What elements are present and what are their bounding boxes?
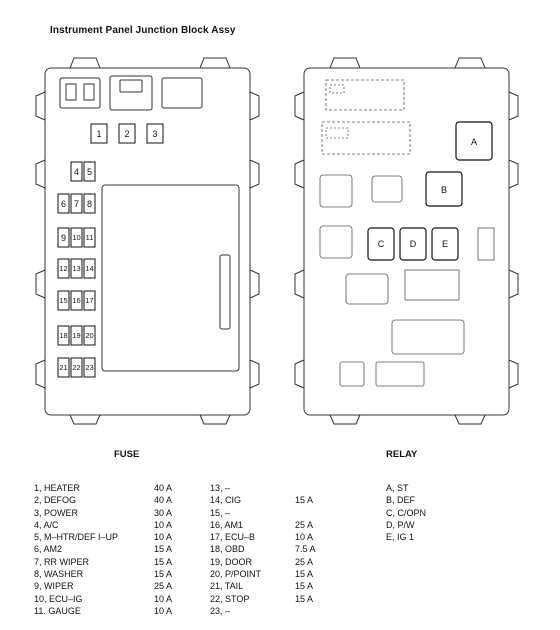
svg-text:B: B (440, 185, 448, 195)
fuse-name: 8, WASHER (34, 569, 84, 580)
fuse-rating: 7.5 A (295, 544, 316, 555)
fuse-name: 17, ECU–B (210, 532, 256, 543)
fuse-rating: 10 A (154, 593, 173, 604)
fuse-name: 15, – (210, 507, 231, 518)
fuse-rating: 40 A (154, 483, 173, 493)
fuse-8 (84, 194, 95, 213)
relay-item: A, ST (386, 483, 409, 493)
fuse-10 (71, 228, 82, 247)
fuse-name: 10, ECU–IG (34, 593, 83, 604)
relay-list (386, 482, 426, 543)
fuse-rating: 25 A (154, 581, 173, 592)
svg-text:7: 7 (73, 199, 80, 209)
relay-item: D, P/W (386, 519, 415, 530)
svg-text:23: 23 (85, 363, 94, 372)
fuse-name: 3, POWER (34, 507, 79, 518)
fuse-21 (58, 358, 69, 377)
fuse-name: 13, – (210, 483, 231, 493)
fuse-name: 9, WIPER (34, 581, 74, 592)
fuse-rating: 10 A (154, 532, 173, 543)
fuse-name: 22, STOP (210, 593, 250, 604)
fuse-rating: 10 A (295, 532, 314, 543)
fuse-9 (58, 228, 69, 247)
fuse-19 (71, 326, 82, 345)
fuse-list-left-ratings (154, 482, 172, 617)
diagram-title: Instrument Panel Junction Block Assy (50, 25, 236, 36)
fuse-18 (58, 326, 69, 345)
svg-text:16: 16 (72, 296, 81, 305)
relay-e (432, 228, 458, 260)
fuse-rating: 15 A (295, 495, 314, 506)
relay-d (400, 228, 426, 260)
fuse-1 (91, 124, 107, 143)
svg-text:2: 2 (124, 129, 130, 139)
svg-text:A: A (470, 137, 478, 147)
fuse-3 (147, 124, 163, 143)
relay-heading: RELAY (386, 449, 418, 460)
svg-text:19: 19 (72, 331, 81, 340)
fuse-rating: 40 A (154, 495, 173, 506)
fuse-name: 16, AM1 (210, 519, 244, 530)
fuse-rating: 15 A (295, 593, 314, 604)
fuse-rating (295, 605, 316, 617)
svg-text:4: 4 (73, 167, 80, 177)
svg-text:D: D (409, 239, 417, 249)
svg-text:11: 11 (85, 233, 94, 242)
fuse-list-left-names (34, 482, 118, 617)
fuse-name: 11. GAUGE (34, 605, 81, 616)
svg-text:17: 17 (85, 296, 94, 305)
relay-item: B, DEF (386, 495, 416, 506)
fuse-rating (295, 482, 316, 494)
fuse-name: 7, RR WIPER (34, 556, 90, 567)
fuse-name: 5, M–HTR/DEF I–UP (34, 532, 119, 543)
fuse-14 (84, 259, 95, 278)
fuse-name: 20, P/POINT (210, 569, 262, 580)
fuse-rating: 15 A (295, 581, 314, 592)
svg-text:1: 1 (96, 129, 102, 139)
svg-text:10: 10 (72, 233, 81, 242)
svg-text:5: 5 (86, 167, 93, 177)
svg-text:E: E (441, 239, 449, 249)
fuse-5 (84, 162, 95, 181)
fuse-name: 4, A/C (34, 519, 59, 530)
relay-item: E, IG 1 (386, 532, 415, 543)
svg-text:22: 22 (72, 363, 81, 372)
fuse-13 (71, 259, 82, 278)
fuse-name: 19, DOOR (210, 556, 253, 567)
fuse-rating: 25 A (295, 519, 314, 530)
svg-text:8: 8 (86, 199, 93, 209)
fuse-23 (84, 358, 95, 377)
fuse-name: 14, CIG (210, 495, 242, 506)
svg-text:9: 9 (60, 233, 67, 243)
svg-text:21: 21 (59, 363, 68, 372)
fuse-rating: 15 A (295, 569, 314, 580)
fuse-name: 1, HEATER (34, 483, 80, 493)
svg-text:3: 3 (152, 129, 158, 139)
fuse-12 (58, 259, 69, 278)
svg-text:15: 15 (59, 296, 68, 305)
svg-text:14: 14 (85, 264, 94, 273)
fuse-rating: 30 A (154, 507, 173, 518)
fuse-rating: 10 A (154, 605, 173, 616)
fuse-heading: FUSE (114, 449, 140, 460)
svg-text:12: 12 (59, 264, 68, 273)
fuse-11 (84, 228, 95, 247)
fuse-name: 18, OBD (210, 544, 245, 555)
fuse-15 (58, 291, 69, 310)
svg-text:6: 6 (60, 199, 67, 209)
fuse-6 (58, 194, 69, 213)
fuse-rating: 25 A (295, 556, 314, 567)
fuse-rating: 10 A (154, 519, 173, 530)
fuse-16 (71, 291, 82, 310)
fuse-rating (295, 507, 316, 519)
fuse-list-right-ratings (295, 482, 316, 617)
svg-text:C: C (377, 239, 385, 249)
fuse-list-right-names (210, 482, 261, 617)
fuse-17 (84, 291, 95, 310)
fuse-name: 21, TAIL (210, 581, 244, 592)
fuse-name: 23, – (210, 605, 231, 616)
svg-text:13: 13 (72, 264, 81, 273)
fuse-4 (71, 162, 82, 181)
fuse-rating: 15 A (154, 544, 173, 555)
svg-text:18: 18 (59, 331, 68, 340)
fuse-name: 6, AM2 (34, 544, 63, 555)
relay-a (456, 122, 492, 160)
fuse-22 (71, 358, 82, 377)
relay-b (426, 172, 462, 206)
fuse-7 (71, 194, 82, 213)
fuse-2 (119, 124, 135, 143)
fuse-name: 2, DEFOG (34, 495, 77, 506)
fuse-rating: 15 A (154, 556, 173, 567)
relay-c (368, 228, 394, 260)
fuse-rating: 15 A (154, 569, 173, 580)
svg-text:20: 20 (85, 331, 94, 340)
relay-item: C, C/OPN (386, 507, 427, 518)
fuse-20 (84, 326, 95, 345)
